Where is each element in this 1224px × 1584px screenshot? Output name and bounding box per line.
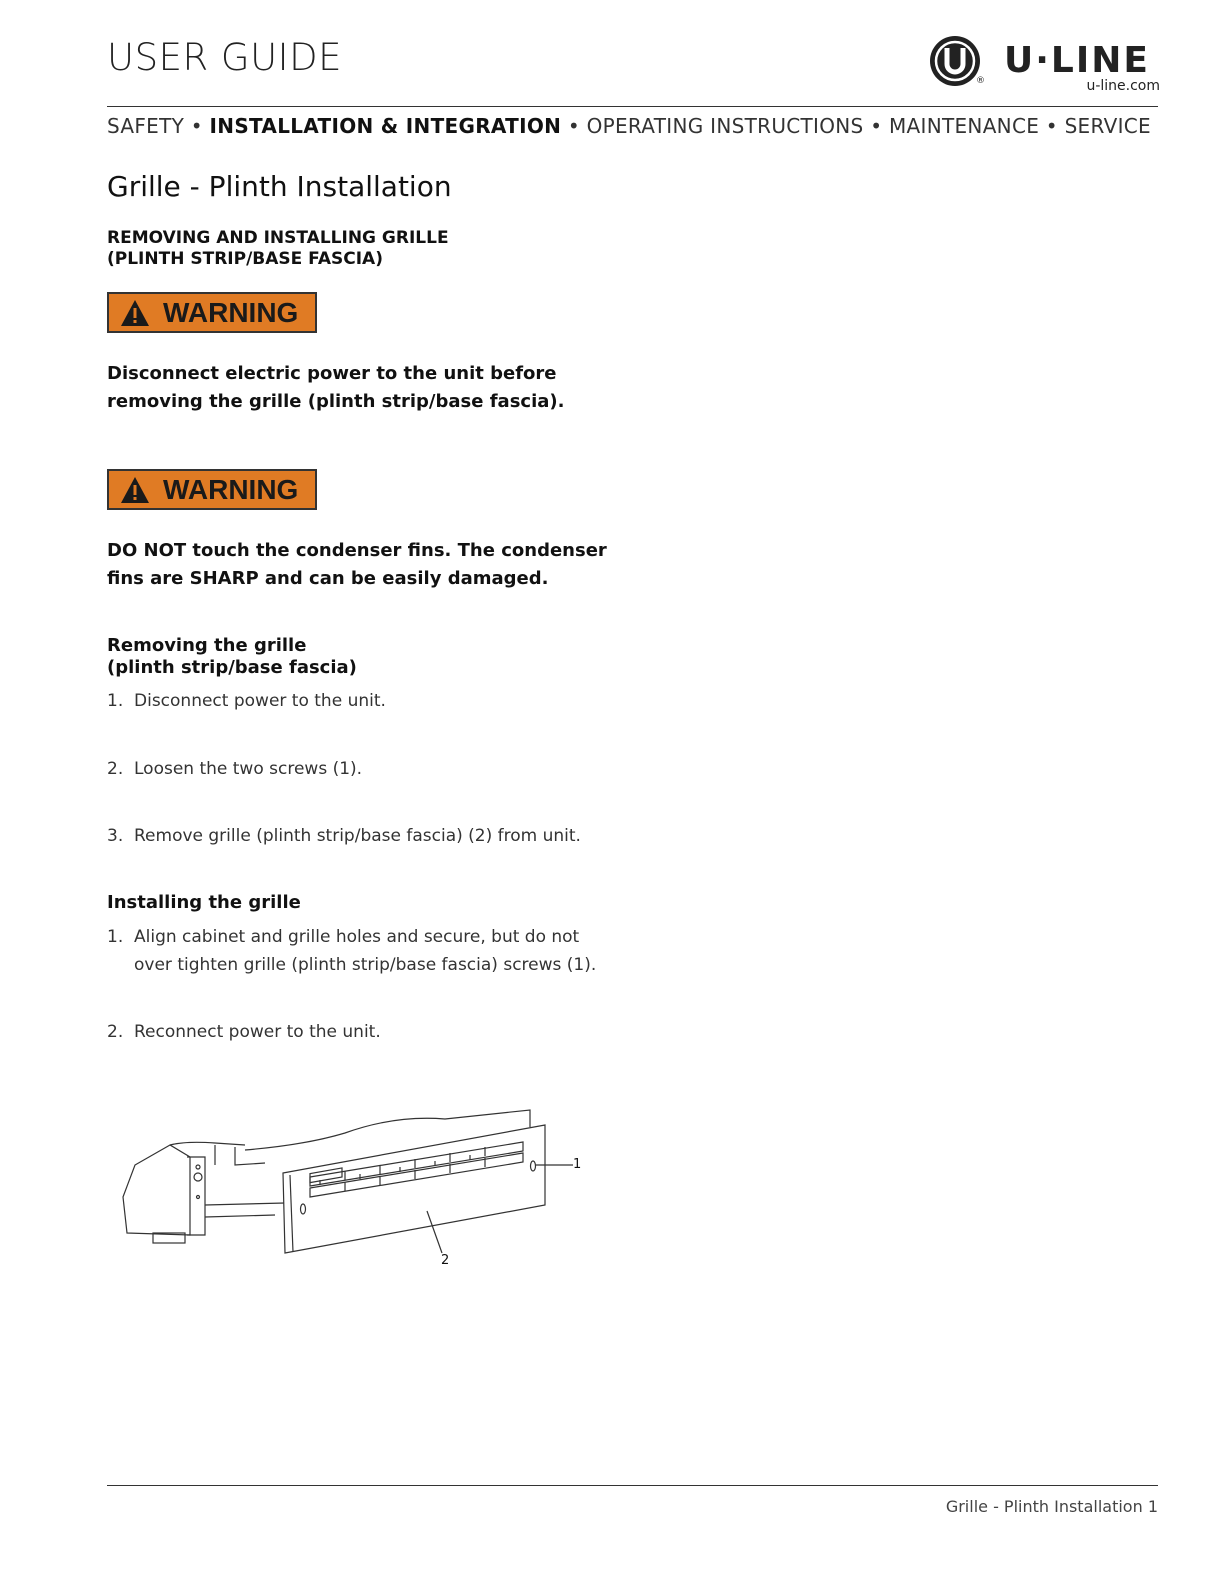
- nav-item-maintenance[interactable]: MAINTENANCE: [888, 114, 1040, 138]
- warning-label: WARNING: [163, 473, 299, 505]
- warning-label: WARNING: [163, 296, 299, 328]
- step-text: Align cabinet and grille holes and secure, but do not: [134, 927, 580, 947]
- callout-label: 2: [441, 1253, 450, 1268]
- step-number: 2.: [107, 1022, 124, 1042]
- subheading-line: REMOVING AND INSTALLING GRILLE: [107, 228, 449, 248]
- logo-wordmark: U·LINE: [1004, 40, 1150, 81]
- removing-heading: [107, 635, 357, 679]
- callout-label: 1: [573, 1157, 582, 1172]
- warning-badge: [107, 292, 317, 333]
- step-number: 1.: [107, 927, 124, 947]
- step-item: [107, 923, 596, 979]
- step-text: Loosen the two screws (1).: [134, 759, 363, 779]
- nav-item-operating[interactable]: OPERATING INSTRUCTIONS: [586, 114, 864, 138]
- step-item: [107, 755, 362, 783]
- registered-mark: ®: [976, 76, 985, 86]
- warning-line: removing the grille (plinth strip/base fascia).: [107, 391, 565, 412]
- nav-separator: •: [1039, 114, 1065, 138]
- header-rule: [107, 106, 1158, 107]
- nav-item-safety[interactable]: SAFETY: [107, 114, 185, 138]
- grille-installation-figure: [115, 1105, 595, 1280]
- heading-line: (plinth strip/base fascia): [107, 657, 357, 678]
- subheading-line: (PLINTH STRIP/BASE FASCIA): [107, 249, 383, 269]
- nav-item-installation[interactable]: INSTALLATION & INTEGRATION: [209, 114, 562, 138]
- section-title: Grille - Plinth Installation: [107, 170, 452, 203]
- nav-separator: •: [561, 114, 587, 138]
- document-title: USER GUIDE: [107, 36, 342, 79]
- step-text: Reconnect power to the unit.: [134, 1022, 381, 1042]
- step-item: [107, 687, 386, 715]
- warning-line: DO NOT touch the condenser fins. The condenser: [107, 540, 607, 561]
- step-text-continued: over tighten grille (plinth strip/base fascia) screws (1).: [134, 955, 597, 975]
- step-number: 2.: [107, 759, 124, 779]
- warning-badge: [107, 469, 317, 510]
- heading-line: Removing the grille: [107, 635, 307, 656]
- warning-line: Disconnect electric power to the unit before: [107, 363, 557, 384]
- nav-separator: •: [863, 114, 889, 138]
- step-text: Remove grille (plinth strip/base fascia) (2) from unit.: [134, 826, 581, 846]
- nav-item-service[interactable]: SERVICE: [1064, 114, 1151, 138]
- logo-url[interactable]: u-line.com: [1086, 78, 1160, 94]
- step-item: [107, 822, 581, 850]
- step-number: 3.: [107, 826, 124, 846]
- installing-heading: Installing the grille: [107, 892, 301, 913]
- grille-diagram-icon: [115, 1105, 595, 1280]
- warning-triangle-icon: [120, 299, 150, 327]
- section-nav: [107, 114, 1151, 138]
- step-item: [107, 1018, 381, 1046]
- warning-text: [107, 537, 627, 593]
- page-footer: Grille - Plinth Installation 1: [945, 1497, 1158, 1516]
- subheading: [107, 228, 449, 270]
- warning-text: [107, 360, 627, 416]
- brand-logo: [928, 34, 1160, 98]
- footer-rule: [107, 1485, 1158, 1486]
- warning-line: fins are SHARP and can be easily damaged.: [107, 568, 549, 589]
- step-number: 1.: [107, 691, 124, 711]
- nav-separator: •: [184, 114, 210, 138]
- step-text: Disconnect power to the unit.: [134, 691, 386, 711]
- warning-triangle-icon: [120, 476, 150, 504]
